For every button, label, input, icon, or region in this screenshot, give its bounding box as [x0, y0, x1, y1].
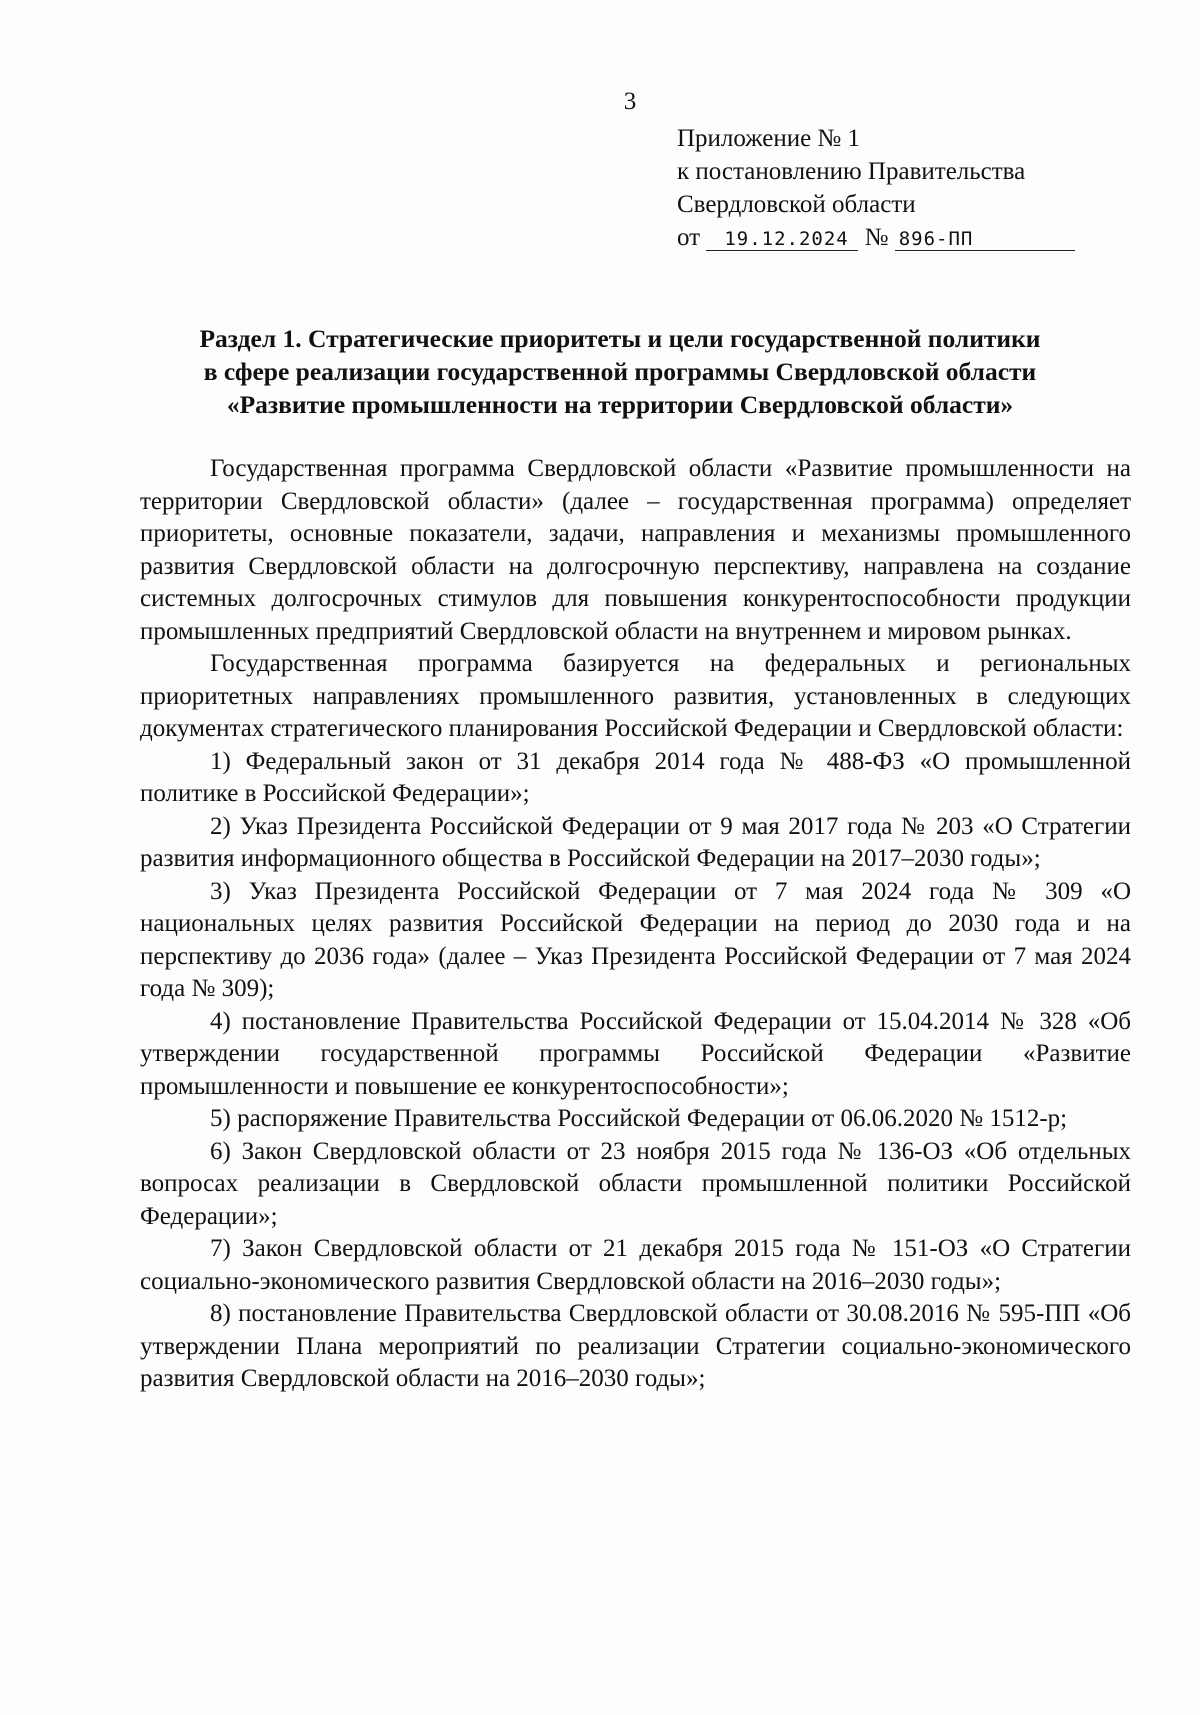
document-date: 19.12.2024	[724, 228, 849, 250]
list-item-8: 8) постановление Правительства Свердловской области от 30.08.2016 № 595-ПП «Об утверждении Плана мероприятий по реализации Стратегии социально-экономического развития Свердловской области на 2016–2030 годы»;	[140, 1300, 1131, 1392]
list-item-4: 4) постановление Правительства Российской Федерации от 15.04.2014 № 328 «Об утверждении государственной программы Российской Федерации «Развитие промышленности и повышение ее конкурентоспособности»;	[140, 1007, 1131, 1100]
date-field	[706, 227, 858, 251]
list-item-5: 5) распоряжение Правительства Российской Федерации от 06.06.2020 № 1512-р;	[210, 1105, 1068, 1132]
paragraph-basis: Государственная программа базируется на федеральных и региональных приоритетных направлениях промышленного развития, установленных в следующих документах стратегического планирования Российской Федерации и Свердловской области:	[140, 650, 1131, 742]
appendix-block	[677, 122, 1117, 254]
section-heading	[140, 322, 1100, 421]
page-number: 3	[623, 88, 637, 115]
list-item-1: 1) Федеральный закон от 31 декабря 2014 года № 488-ФЗ «О промышленной политике в Российской Федерации»;	[140, 747, 1131, 807]
appendix-ref-line: к постановлению Правительства	[677, 158, 1026, 185]
document-body	[140, 453, 1131, 1396]
paragraph-intro: Государственная программа Свердловской области «Развитие промышленности на территории Свердловской области» (далее – государственная программа) определяет приоритеты, основные показатели, задачи, направления и механизмы промышленного развития Свердловской области на долгосрочную перспективу, направлена на создание системных долгосрочных стимулов для повышения конкурентоспособности продукции промышленных предприятий Свердловской области на внутреннем и мировом рынках.	[140, 455, 1131, 645]
number-prefix: №	[864, 224, 889, 251]
appendix-region-line: Свердловской области	[677, 191, 916, 218]
heading-line-3: «Развитие промышленности на территории Свердловской области»	[226, 390, 1014, 419]
appendix-date-line	[677, 221, 1117, 254]
list-item-7: 7) Закон Свердловской области от 21 декабря 2015 года № 151-ОЗ «О Стратегии социально-экономического развития Свердловской области на 2016–2030 годы»;	[140, 1235, 1131, 1295]
list-item-3: 3) Указ Президента Российской Федерации от 7 мая 2024 года № 309 «О национальных целях развития Российской Федерации на период до 2030 года и на перспективу до 2036 года» (далее – Указ Президента Российской Федерации от 7 мая 2024 года № 309);	[140, 877, 1131, 1002]
appendix-title: Приложение № 1	[677, 125, 861, 152]
list-item-2: 2) Указ Президента Российской Федерации от 9 мая 2017 года № 203 «О Стратегии развития информационного общества в Российской Федерации на 2017–2030 годы»;	[140, 812, 1131, 872]
heading-line-1: Раздел 1. Стратегические приоритеты и цели государственной политики	[199, 324, 1041, 353]
heading-line-2: в сфере реализации государственной программы Свердловской области	[203, 357, 1037, 386]
date-prefix: от	[677, 224, 701, 251]
list-item-6: 6) Закон Свердловской области от 23 ноября 2015 года № 136-ОЗ «Об отдельных вопросах реализации в Свердловской области промышленной политики Российской Федерации»;	[140, 1137, 1131, 1230]
document-number: 896-ПП	[898, 228, 974, 250]
number-field	[895, 227, 1075, 251]
